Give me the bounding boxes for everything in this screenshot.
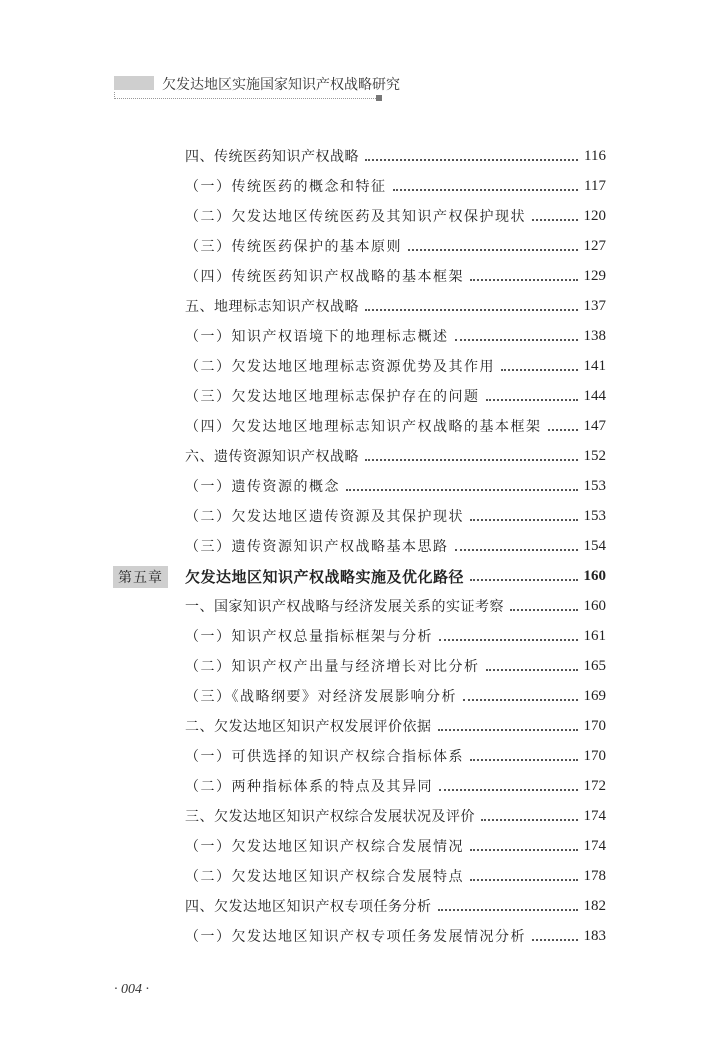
toc-entry-title: （一）可供选择的知识产权综合指标体系 (185, 749, 464, 765)
toc-entry-title: （三）传统医药保护的基本原则 (185, 239, 402, 255)
toc-entry-title: （一）欠发达地区知识产权综合发展情况 (185, 839, 464, 855)
toc-page-number: 160 (583, 597, 606, 614)
toc-subsection-entry[interactable] (185, 471, 606, 501)
toc-page-number: 116 (584, 147, 606, 164)
toc-entry-title: （二）欠发达地区遗传资源及其保护现状 (185, 509, 464, 525)
toc-subsection-entry[interactable] (185, 651, 606, 681)
toc-subsection-entry[interactable] (185, 261, 606, 291)
toc-entry-title: （二）欠发达地区地理标志资源优势及其作用 (185, 359, 495, 375)
toc-subsection-entry[interactable] (185, 231, 606, 261)
toc-page-number: 120 (583, 207, 606, 224)
dot-leader (438, 728, 578, 731)
toc-entry-title: （三）欠发达地区地理标志保护存在的问题 (185, 389, 480, 405)
toc-entry-title: 四、传统医药知识产权战略 (185, 149, 359, 165)
toc-page-number: 174 (583, 807, 606, 824)
header-square-mark (376, 95, 382, 101)
toc-subsection-entry[interactable] (185, 741, 606, 771)
toc-page-number: 141 (583, 357, 606, 374)
toc-subsection-entry[interactable] (185, 201, 606, 231)
dot-leader (470, 758, 578, 761)
toc-entry-title: （二）知识产权产出量与经济增长对比分析 (185, 659, 480, 675)
toc-subsection-entry[interactable] (185, 921, 606, 951)
dot-leader (463, 698, 578, 701)
toc-entry-title: （一）知识产权语境下的地理标志概述 (185, 329, 449, 345)
dot-leader (455, 548, 578, 551)
toc-entry-title: 二、欠发达地区知识产权发展评价依据 (185, 719, 432, 735)
toc-page-number: 170 (583, 747, 606, 764)
toc-entry-title: 一、国家知识产权战略与经济发展关系的实证考察 (185, 599, 504, 615)
toc-entry-title: （三）《战略纲要》对经济发展影响分析 (185, 689, 457, 705)
toc-subsection-entry[interactable] (185, 861, 606, 891)
toc-section-entry[interactable] (185, 141, 606, 171)
toc-entry-title: （一）遗传资源的概念 (185, 479, 340, 495)
dot-leader (439, 788, 578, 791)
running-title: 欠发达地区实施国家知识产权战略研究 (162, 77, 400, 93)
toc-section-entry[interactable] (185, 291, 606, 321)
dot-leader (365, 158, 578, 161)
toc-section-entry[interactable] (185, 711, 606, 741)
toc-page-number: 174 (583, 837, 606, 854)
toc-subsection-entry[interactable] (185, 681, 606, 711)
toc-page-number: 127 (583, 237, 606, 254)
toc-page-number: 153 (583, 507, 606, 524)
dot-leader (393, 188, 579, 191)
dot-leader (470, 878, 578, 881)
toc-page-number: 165 (583, 657, 606, 674)
dot-leader (470, 848, 578, 851)
dot-leader (455, 338, 578, 341)
toc-page-number: 129 (583, 267, 606, 284)
header-dotted-rule (114, 98, 376, 99)
toc-page-number: 137 (583, 297, 606, 314)
toc-entry-title: （四）传统医药知识产权战略的基本框架 (185, 269, 464, 285)
toc-entry-title: （二）欠发达地区传统医药及其知识产权保护现状 (185, 209, 526, 225)
toc-page-number: 183 (583, 927, 606, 944)
toc-entry-title: （四）欠发达地区地理标志知识产权战略的基本框架 (185, 419, 542, 435)
toc-entry-title: （一）欠发达地区知识产权专项任务发展情况分析 (185, 929, 526, 945)
dot-leader (470, 578, 577, 581)
toc-chapter-entry[interactable] (118, 561, 606, 591)
toc-entry-title: 五、地理标志知识产权战略 (185, 299, 359, 315)
toc-entry-title: （二）两种指标体系的特点及其异同 (185, 779, 433, 795)
toc-entry-title: 欠发达地区知识产权战略实施及优化路径 (185, 567, 465, 586)
toc-page-number: 153 (583, 477, 606, 494)
dot-leader (548, 428, 578, 431)
toc-page-number: 152 (583, 447, 606, 464)
toc-page-number: 170 (583, 717, 606, 734)
toc-section-entry[interactable] (185, 801, 606, 831)
toc-page-number: 161 (583, 627, 606, 644)
toc-subsection-entry[interactable] (185, 381, 606, 411)
toc-subsection-entry[interactable] (185, 621, 606, 651)
running-header (114, 76, 400, 104)
toc-entry-title: （三）遗传资源知识产权战略基本思路 (185, 539, 449, 555)
dot-leader (365, 308, 578, 311)
toc-subsection-entry[interactable] (185, 171, 606, 201)
dot-leader (438, 908, 578, 911)
dot-leader (365, 458, 578, 461)
toc-page-number: 147 (583, 417, 606, 434)
dot-leader (532, 938, 578, 941)
toc-page-number: 182 (583, 897, 606, 914)
toc-entry-title: （二）欠发达地区知识产权综合发展特点 (185, 869, 464, 885)
toc-section-entry[interactable] (185, 591, 606, 621)
dot-leader (486, 668, 578, 671)
dot-leader (486, 398, 578, 401)
header-gray-bar (114, 76, 154, 90)
toc-subsection-entry[interactable] (185, 531, 606, 561)
toc-subsection-entry[interactable] (185, 501, 606, 531)
dot-leader (510, 608, 578, 611)
toc-entry-title: （一）传统医药的概念和特征 (185, 179, 387, 195)
page-number: · 004 · (114, 982, 149, 997)
toc-subsection-entry[interactable] (185, 351, 606, 381)
toc-page-number: 154 (583, 537, 606, 554)
dot-leader (470, 518, 578, 521)
toc-entry-title: 三、欠发达地区知识产权综合发展状况及评价 (185, 809, 475, 825)
toc-entry-title: （一）知识产权总量指标框架与分析 (185, 629, 433, 645)
toc-page-number: 172 (583, 777, 606, 794)
toc-page-number: 144 (583, 387, 606, 404)
toc-subsection-entry[interactable] (185, 321, 606, 351)
chapter-number-badge: 第五章 (113, 566, 168, 588)
toc-subsection-entry[interactable] (185, 771, 606, 801)
dot-leader (501, 368, 578, 371)
dot-leader (481, 818, 578, 821)
toc-page-number: 160 (583, 567, 606, 584)
dot-leader (346, 488, 578, 491)
toc-section-entry[interactable] (185, 891, 606, 921)
toc-page-number: 169 (583, 687, 606, 704)
dot-leader (470, 278, 578, 281)
toc-entry-title: 四、欠发达地区知识产权专项任务分析 (185, 899, 432, 915)
toc-section-entry[interactable] (185, 441, 606, 471)
dot-leader (532, 218, 578, 221)
toc-page-number: 178 (583, 867, 606, 884)
toc-page-number: 138 (583, 327, 606, 344)
toc-entry-title: 六、遗传资源知识产权战略 (185, 449, 359, 465)
toc-page-number: 117 (584, 177, 606, 194)
dot-leader (439, 638, 578, 641)
toc-subsection-entry[interactable] (185, 411, 606, 441)
toc-subsection-entry[interactable] (185, 831, 606, 861)
dot-leader (408, 248, 578, 251)
table-of-contents (118, 141, 606, 951)
